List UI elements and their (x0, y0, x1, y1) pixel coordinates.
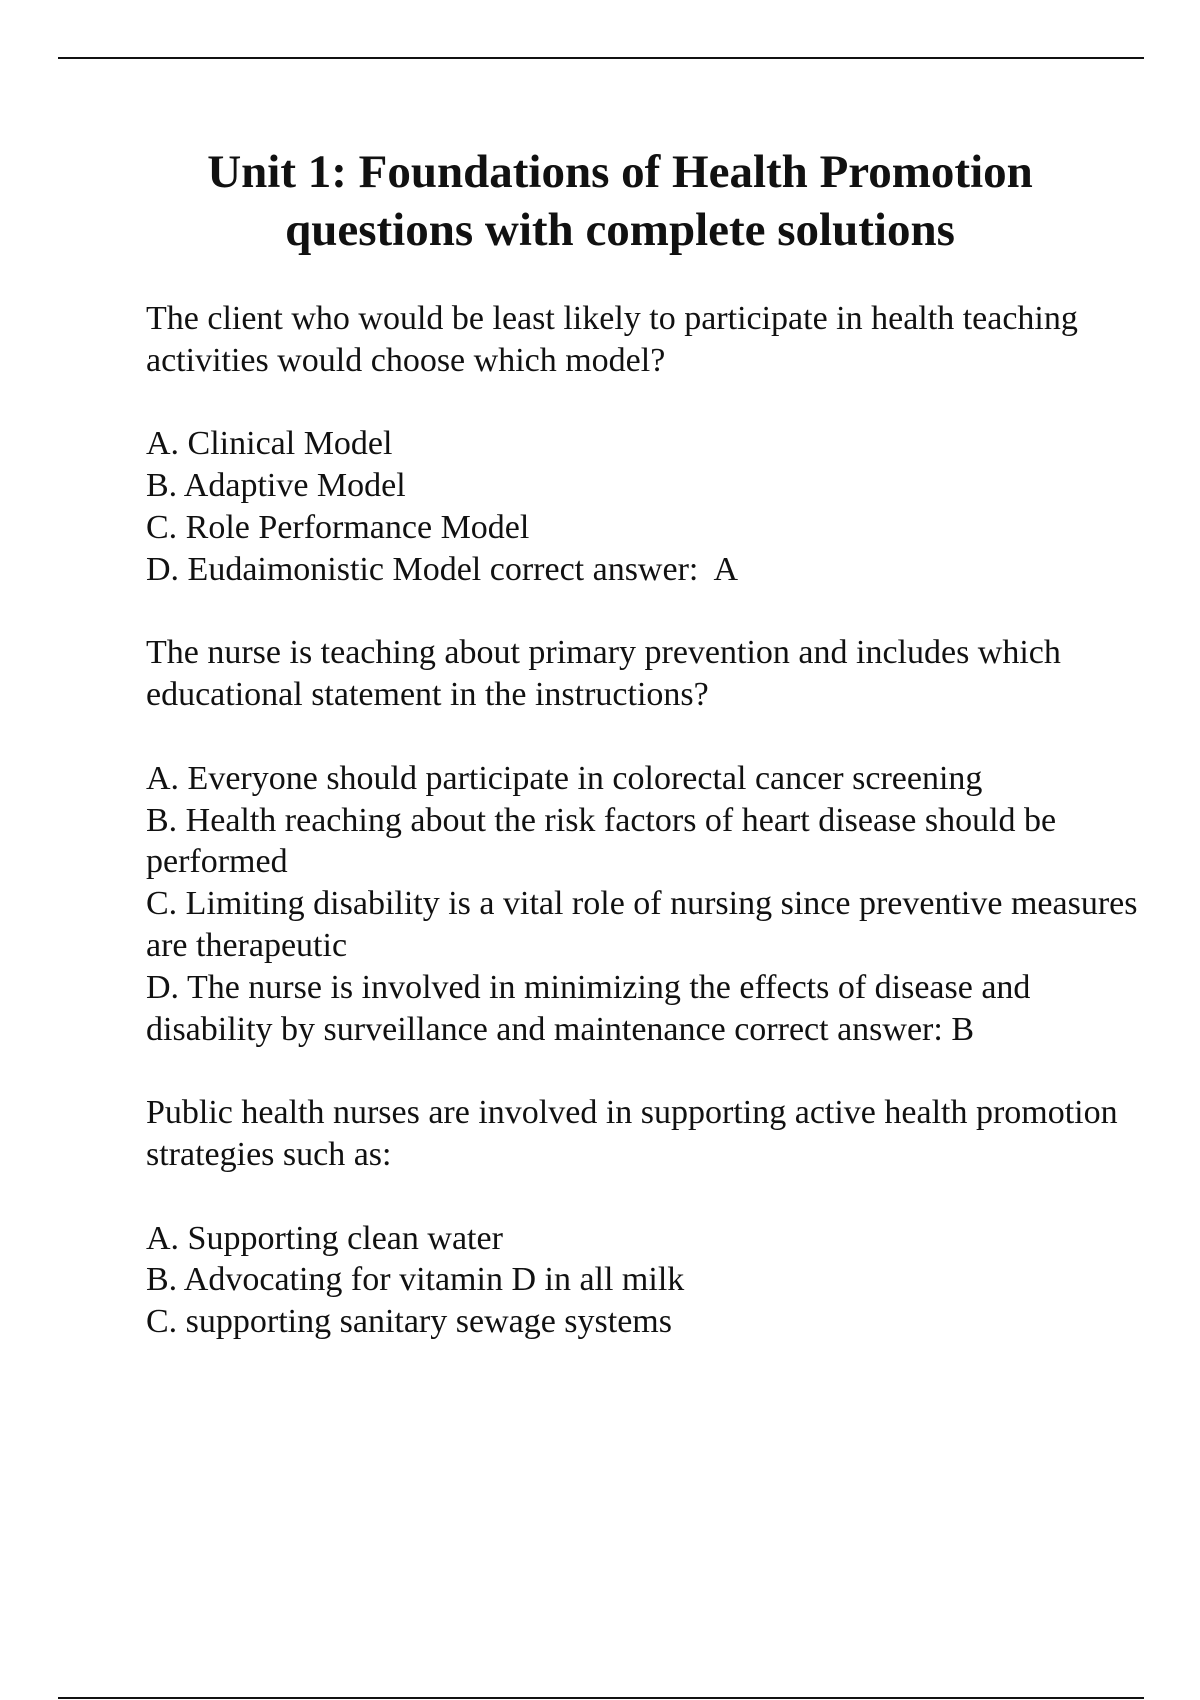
bottom-divider (58, 1697, 1144, 1699)
question-text: The client who would be least likely to participate in health teaching activities would choose which model? (146, 300, 1087, 379)
option-c: C. Role Performance Model (146, 508, 530, 546)
answer-label: correct answer: (489, 550, 699, 588)
option-a: A. Everyone should participate in colorectal cancer screening (146, 759, 983, 797)
option-a: A. Clinical Model (146, 425, 393, 463)
question-list (146, 298, 1146, 1385)
option-b: B. Health reaching about the risk factors of heart disease should be performed (146, 801, 1065, 881)
option-a: A. Supporting clean water (146, 1219, 503, 1257)
option-d: D. The nurse is involved in minimizing the effects of disease and disability by surveillance and maintenance (146, 968, 1039, 1048)
option-list (146, 758, 1146, 1051)
answer-value: A (713, 550, 739, 588)
question-text: Public health nurses are involved in supporting active health promotion strategies such as: (146, 1094, 1127, 1173)
option-b: B. Advocating for vitamin D in all milk (146, 1261, 685, 1299)
option-d: D. Eudaimonistic Model (146, 550, 482, 588)
option-list (146, 1218, 1146, 1343)
page-title (110, 143, 1130, 259)
answer-label: correct answer: (734, 1010, 943, 1048)
question-text: The nurse is teaching about primary prevention and includes which educational statement in the instructions? (146, 634, 1070, 714)
option-d-with-answer (146, 549, 1146, 591)
option-b: B. Adaptive Model (146, 467, 406, 505)
option-d-with-answer (146, 967, 1146, 1051)
title-line-2: questions with complete solutions (285, 204, 955, 256)
top-divider (58, 57, 1144, 59)
question-2 (146, 632, 1146, 1050)
title-line-1: Unit 1: Foundations of Health Promotion (207, 146, 1033, 198)
option-c: C. supporting sanitary sewage systems (146, 1303, 672, 1341)
question-1 (146, 298, 1146, 591)
option-c: C. Limiting disability is a vital role of nursing since preventive measures are therapeutic (146, 885, 1146, 964)
option-list (146, 423, 1146, 590)
answer-value: B (951, 1010, 974, 1048)
question-3 (146, 1092, 1146, 1343)
